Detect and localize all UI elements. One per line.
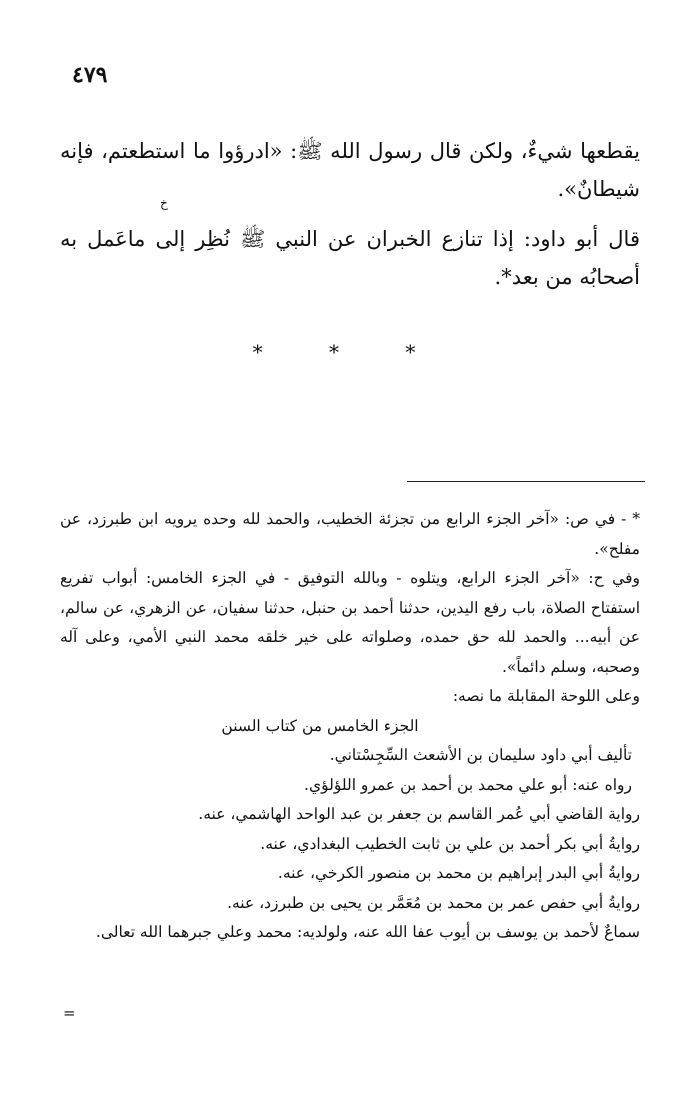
main-paragraph-2: قال أبو داود: إذا تنازع الخبران عن النبي ﷺ نُظِر إلى ماعَمل به أصحابُه من بعد*. bbox=[60, 227, 640, 289]
footnote-line: سماعٌ لأحمد بن يوسف بن أيوب عفا الله عنه، ولولديه: محمد وعلي جبرهما الله تعالى. bbox=[95, 923, 640, 941]
footnote-line: * - في ص: «آخر الجزء الرابع من تجزئة الخطيب، والحمد لله وحده يرويه ابن طبرزد، عن مفلح». bbox=[60, 510, 640, 558]
footnote-line: رواه عنه: أبو علي محمد بن أحمد بن عمرو اللؤلؤي. bbox=[304, 775, 632, 794]
section-separator: * * * bbox=[252, 340, 446, 364]
footnote-line: رواية القاضي أبي عُمر القاسم بن جعفر بن عبد الواحد الهاشمي، عنه. bbox=[198, 805, 640, 823]
footnote-heading: الجزء الخامس من كتاب السنن bbox=[221, 716, 419, 735]
footnotes bbox=[60, 505, 640, 948]
main-paragraph-1: يقطعها شيءٌ، ولكن قال رسول الله ﷺ: «ادرؤوا ما استطعتم، فإنه شيطانٌ». bbox=[60, 139, 640, 201]
page-number: ٤٧٩ bbox=[72, 62, 108, 88]
footnote-line: روايةُ أبي البدر إبراهيم بن محمد بن منصور الكرخي، عنه. bbox=[277, 864, 640, 882]
manuscript-variant-mark: خ bbox=[160, 196, 168, 210]
continuation-marker: = bbox=[63, 1004, 76, 1022]
footnote-line: روايةُ أبي حفص عمر بن محمد بن مُعَمَّر بن يحيى بن طبرزد، عنه. bbox=[227, 893, 640, 912]
main-text bbox=[60, 132, 640, 308]
footnote-divider bbox=[407, 481, 645, 482]
footnote-line: وعلى اللوحة المقابلة ما نصه: bbox=[452, 687, 640, 705]
footnote-line: وفي ح: «آخر الجزء الرابع، ويتلوه - وبالله التوفيق - في الجزء الخامس: أبواب تفريع استفتاح الصلاة، باب رفع اليدين، حدثنا أحمد بن حنبل، حدثنا سفيان، عن الزهري، عن سالم، عن أبيه... والحمد لله حق حمده، وصلواته على خير خلقه محمد النبي الأمي، وعلى آله وصحبه، وسلم دائماً». bbox=[60, 569, 640, 676]
footnote-line: تأليف أبي داود سليمان بن الأشعث السِّجِسْتاني. bbox=[329, 746, 632, 764]
footnote-line: روايةُ أبي بكر أحمد بن علي بن ثابت الخطيب البغدادي، عنه. bbox=[260, 834, 640, 853]
